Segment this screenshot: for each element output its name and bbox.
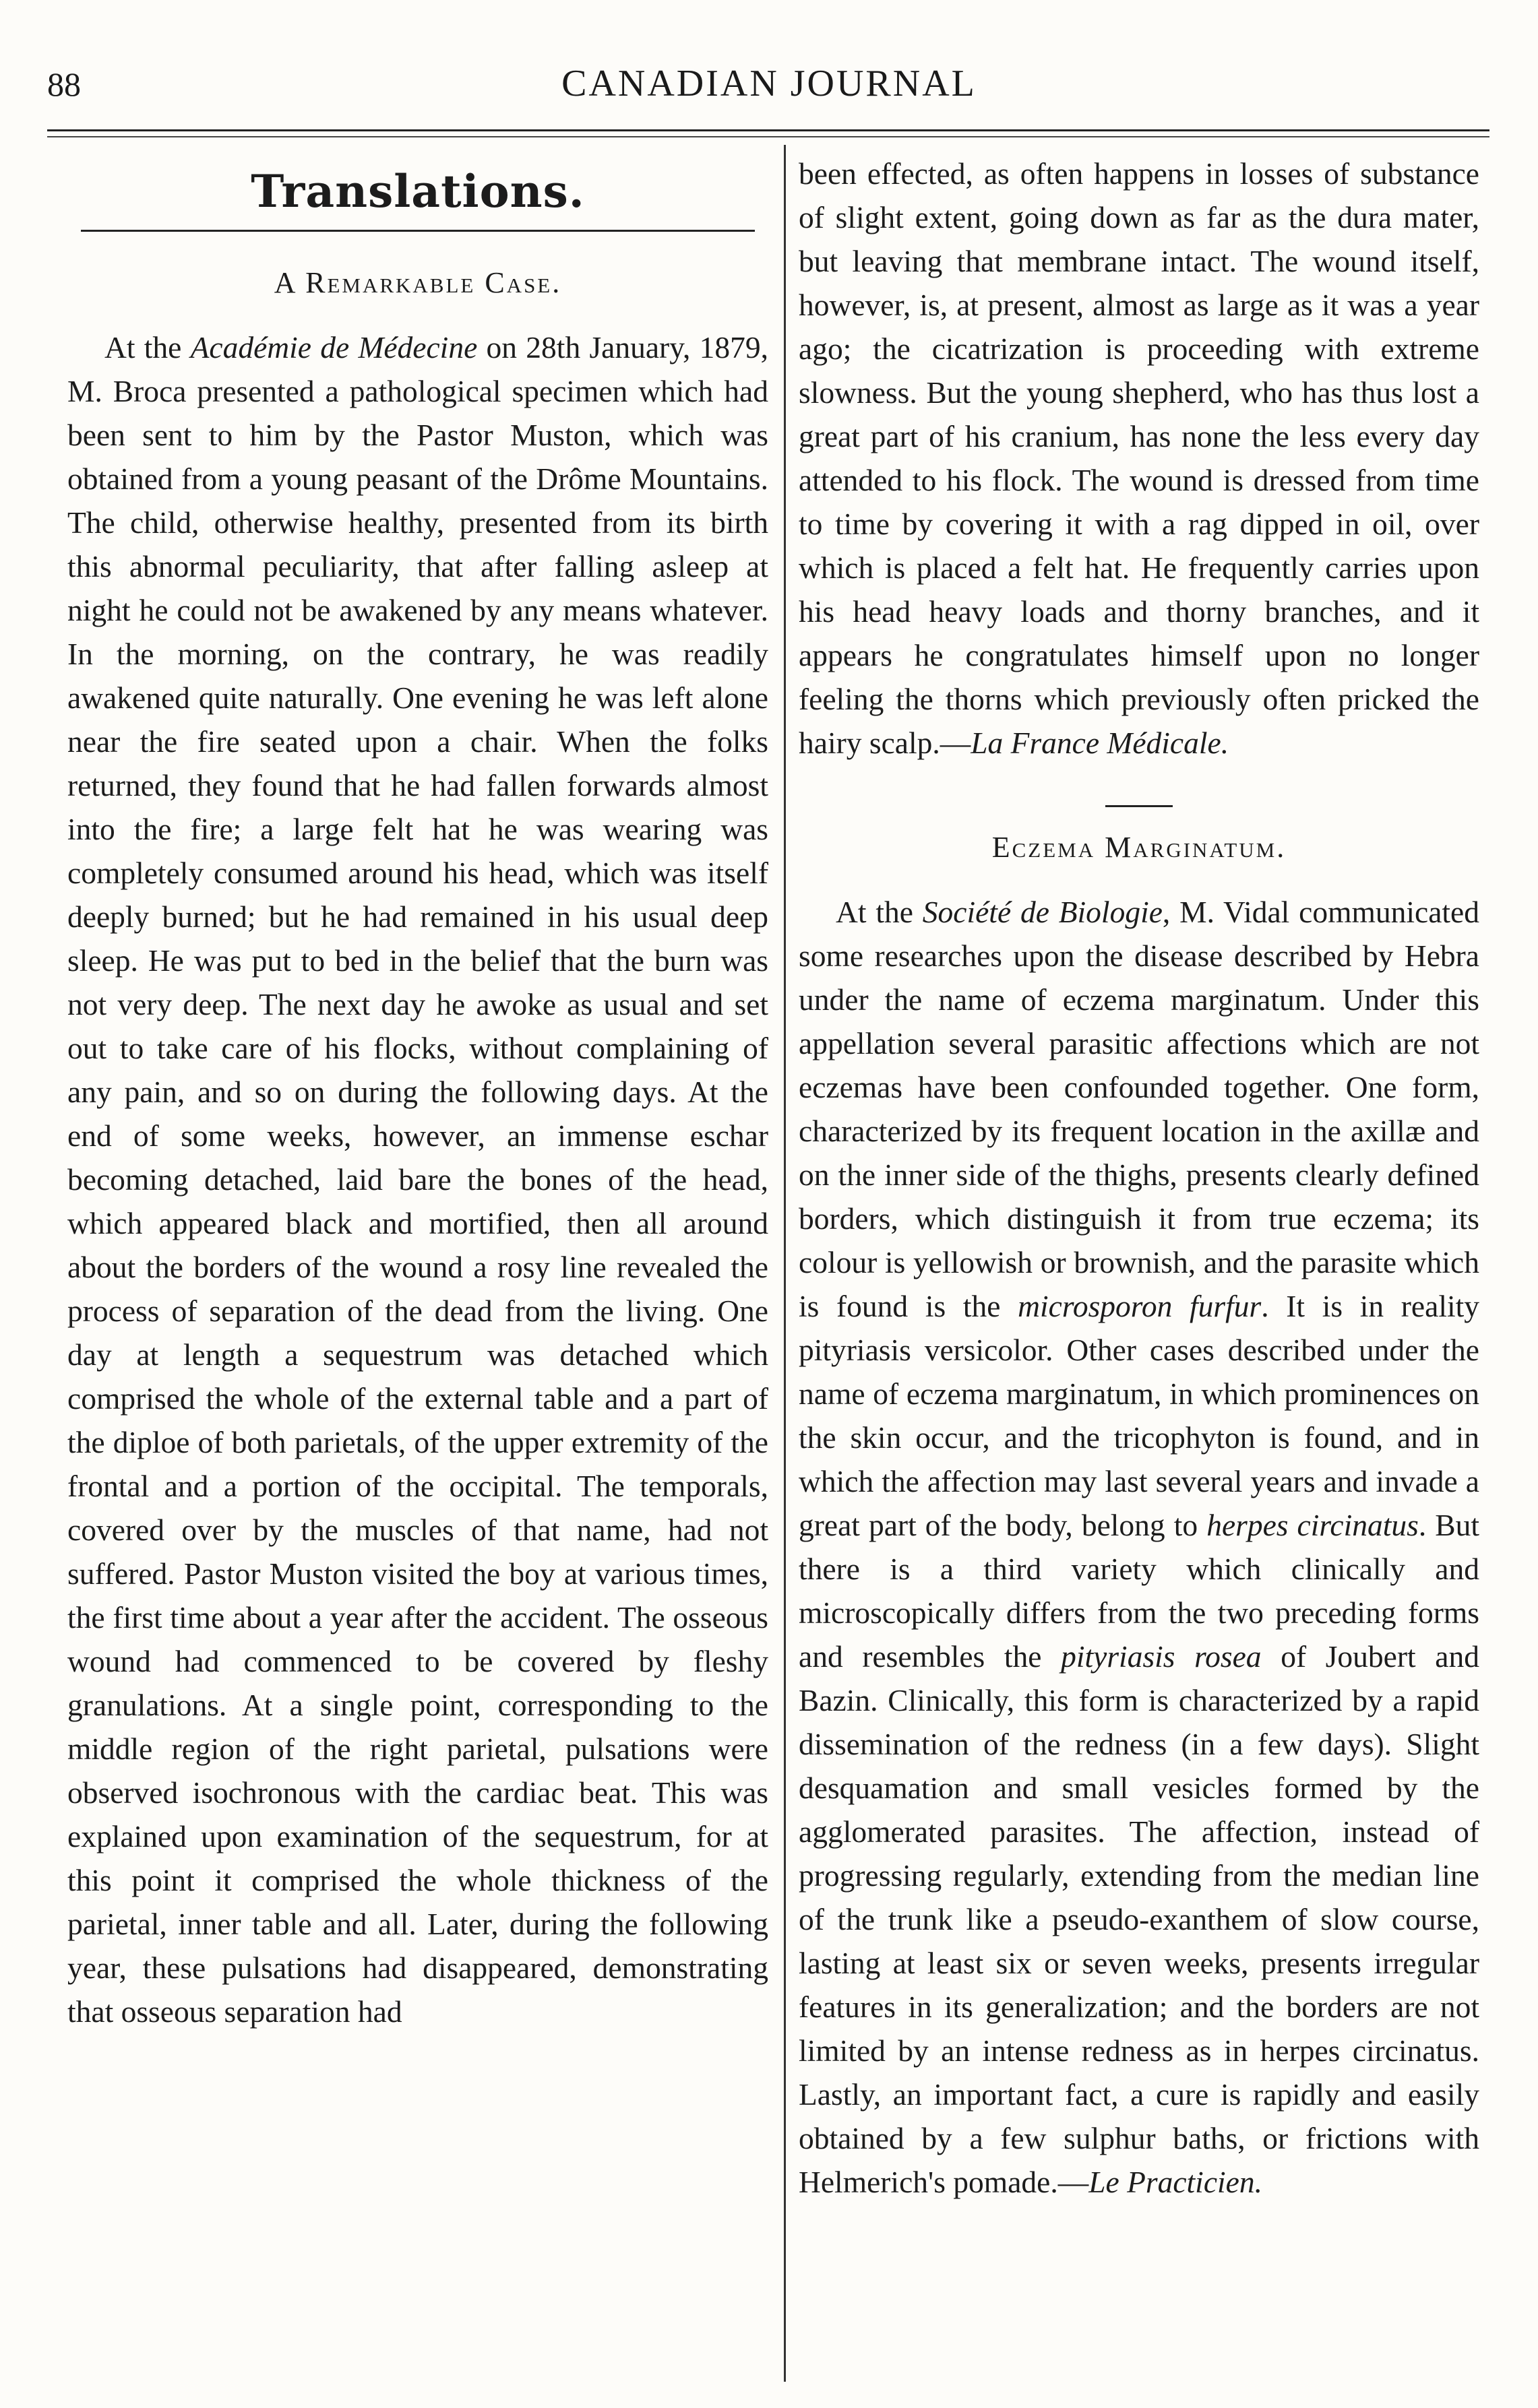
- article1-text-start: At the: [104, 330, 191, 365]
- page-number: 88: [47, 65, 81, 103]
- article1-venue: Académie de Médecine: [190, 330, 478, 365]
- article2-text-3: . But there is a third variety which clinically and microscopically differs from the two preceding forms and resembles the: [799, 1508, 1480, 1674]
- header-rule-thin: [47, 136, 1489, 137]
- column-divider: [784, 145, 786, 2382]
- article2-pityriasis: pityriasis rosea: [1061, 1639, 1262, 1674]
- article2-text-2: . It is in reality pityriasis versicolor. Other cases described under the name of eczema marginatum, in which prominences on the skin occur, and the tricophyton is found, and in which the affection may last several years and invade a great part of the body, belong to: [799, 1289, 1479, 1542]
- article2-parasite: microsporon furfur: [1018, 1289, 1262, 1323]
- section-title: Translations.: [251, 165, 585, 218]
- article2-text-start: At the: [836, 895, 923, 929]
- article1-continuation: [799, 152, 1479, 765]
- running-head: CANADIAN JOURNAL: [561, 63, 977, 104]
- article2-body: [799, 890, 1479, 2204]
- left-column: [67, 152, 768, 2033]
- right-column: [799, 152, 1479, 2204]
- article2-herpes: herpes circinatus: [1206, 1508, 1419, 1542]
- header-rule: [47, 129, 1489, 131]
- article1-text-continued: been effected, as often happens in losses of substance of slight extent, going down as far as the dura mater, but leaving that membrane intact. The wound itself, however, is, at present, almost as large as it was a year ago; the cicatrization is proceeding with extreme slowness. But the young shepherd, who has thus lost a great part of his cranium, has none the less every day attended to his flock. The wound is dressed from time to time by covering it with a rag dipped in oil, over which is placed a felt hat. He frequently carries upon his head heavy loads and thorny branches, and it appears he congratulates himself upon no longer feeling the thorns which previously often pricked the hairy scalp.—: [799, 156, 1479, 760]
- article2-text-4: of Joubert and Bazin. Clinically, this form is characterized by a rapid dissemination of the redness (in a few days). Slight desquamation and small vesicles formed by the agglomerated parasites. The affection, instead of progressing regularly, extending from the median line of the trunk like a pseudo-exanthem of slow course, lasting at least six or seven weeks, presents irregular features in its generalization; and the borders are not limited by an intense redness as in herpes circinatus. Lastly, an important fact, a cure is rapidly and easily obtained by a few sulphur baths, or frictions with Helmerich's pomade.—: [799, 1639, 1479, 2199]
- section-rule: [81, 230, 755, 232]
- article1-source: La France Médicale.: [971, 726, 1229, 760]
- article1-text-main: on 28th January, 1879, M. Broca presented a pathological specimen which had been sent to him by the Pastor Muston, which was obtained from a young peasant of the Drôme Mountains. The child, otherwise healthy, presented from its birth this abnormal peculiarity, that after falling asleep at night he could not be awakened by any means whatever. In the morning, on the contrary, he was readily awakened quite naturally. One evening he was left alone near the fire seated upon a chair. When the folks returned, they found that he had fallen forwards almost into the fire; a large felt hat he was wearing was completely consumed around his head, which was itself deeply burned; but he had remained in his usual deep sleep. He was put to bed in the belief that the burn was not very deep. The next day he awoke as usual and set out to take care of his flocks, without complaining of any pain, and so on during the following days. At the end of some weeks, however, an immense eschar becoming detached, laid bare the bones of the head, which appeared black and mortified, then all around about the borders of the wound a rosy line revealed the process of separation of the dead from the living. One day at length a sequestrum was detached which comprised the whole of the external table and a part of the diploe of both parietals, of the upper extremity of the frontal and a portion of the occipital. The temporals, covered over by the muscles of that name, had not suffered. Pastor Muston visited the boy at various times, the first time about a year after the accident. The osseous wound had commenced to be covered by fleshy granulations. At a single point, corresponding to the middle region of the right parietal, pulsations were observed isochronous with the cardiac beat. This was explained upon examination of the sequestrum, for at this point it comprised the whole thickness of the parietal, inner table and all. Later, during the following year, these pulsations had disappeared, demonstrating that osseous separation had: [67, 330, 768, 2029]
- article-separator-rule: [1105, 805, 1173, 807]
- article1-body: [67, 325, 768, 2033]
- article1-title: A Remarkable Case.: [274, 266, 562, 299]
- article2-venue: Société de Biologie: [922, 895, 1163, 929]
- article2-text-1: , M. Vidal communicated some researches upon the disease described by Hebra under the name of eczema marginatum. Under this appellation several parasitic affections which are not eczemas have been confounded together. One form, characterized by its frequent location in the axillæ and on the inner side of the thighs, presents clearly defined borders, which distinguish it from true eczema; its colour is yellowish or brownish, and the parasite which is found is the: [799, 895, 1479, 1323]
- article2-source: Le Practicien.: [1088, 2165, 1262, 2199]
- article2-title: Eczema Marginatum.: [991, 831, 1287, 864]
